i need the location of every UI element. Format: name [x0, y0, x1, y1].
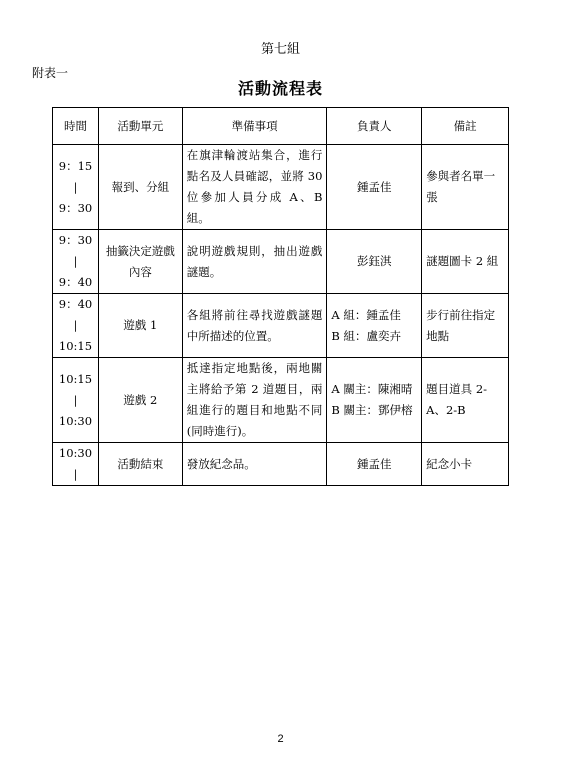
- time-start: 10:15: [58, 371, 93, 386]
- unit-cell: 遊戲 1: [98, 294, 182, 358]
- header-time: 時間: [53, 108, 99, 145]
- note-cell: 參與者名單一張: [422, 145, 509, 230]
- header-unit: 活動單元: [98, 108, 182, 145]
- table-row: [53, 145, 509, 230]
- activity-flow-table: [52, 107, 509, 486]
- prep-cell: 抵達指定地點後，兩地關主將給予第 2 道題目，兩組進行的題目和地點不同(同時進行)。: [182, 358, 327, 443]
- annex-label: 附表一: [32, 66, 69, 80]
- prep-cell: 發放紀念品。: [182, 443, 327, 486]
- note-cell: 紀念小卡: [422, 443, 509, 486]
- table-header-row: [53, 108, 509, 145]
- owner-line: B 組：盧奕卉: [331, 328, 402, 343]
- time-start: 10:30: [58, 446, 93, 460]
- owner-cell: [327, 358, 422, 443]
- prep-cell: 在旗津輪渡站集合，進行點名及人員確認，並將 30 位參加人員分成 A、B 組。: [182, 145, 327, 230]
- prep-cell: 各組將前往尋找遊戲謎題中所描述的位置。: [182, 294, 327, 358]
- table-row: [53, 358, 509, 443]
- owner-cell: 鍾孟佳: [327, 443, 422, 486]
- header-owner: 負責人: [327, 108, 422, 145]
- prep-cell: 說明遊戲規則，抽出遊戲謎題。: [182, 230, 327, 294]
- page-number: 2: [277, 733, 284, 745]
- time-separator: |: [73, 255, 78, 268]
- table-row: [53, 443, 509, 486]
- time-separator: |: [73, 468, 78, 481]
- unit-cell: 遊戲 2: [98, 358, 182, 443]
- time-cell: [53, 230, 99, 294]
- owner-line: A 關主：陳湘晴: [331, 382, 413, 396]
- time-start: 9：30: [58, 233, 93, 247]
- owner-line: A 組：鍾孟佳: [331, 307, 401, 322]
- owner-cell: [327, 294, 422, 358]
- unit-cell: 活動結束: [98, 443, 182, 486]
- time-cell: [53, 145, 99, 230]
- table-row: [53, 294, 509, 358]
- time-separator: |: [73, 319, 78, 332]
- table-row: [53, 230, 509, 294]
- header-note: 備註: [422, 108, 509, 145]
- note-cell: 謎題圖卡 2 組: [422, 230, 509, 294]
- note-cell: 題目道具 2-A、2-B: [422, 358, 509, 443]
- time-start: 9：15: [58, 158, 93, 173]
- time-end: 9：30: [58, 200, 93, 215]
- header-prep: 準備事項: [182, 108, 327, 145]
- owner-cell: 彭鈺淇: [327, 230, 422, 294]
- group-title: 第七組: [260, 42, 300, 57]
- unit-cell: 報到、分組: [98, 145, 182, 230]
- unit-cell: 抽籤決定遊戲內容: [98, 230, 182, 294]
- time-end: 9：40: [58, 275, 93, 289]
- time-cell: [53, 443, 99, 486]
- time-cell: [53, 358, 99, 443]
- time-end: 10:15: [58, 339, 93, 353]
- time-end: 10:30: [58, 413, 93, 428]
- table-title: 活動流程表: [237, 79, 323, 98]
- time-separator: |: [73, 393, 78, 407]
- time-separator: |: [73, 180, 78, 194]
- owner-line: B 關主：鄧伊榕: [331, 403, 413, 417]
- time-cell: [53, 294, 99, 358]
- time-start: 9：40: [58, 297, 93, 311]
- note-cell: 步行前往指定地點: [422, 294, 509, 358]
- owner-cell: 鍾孟佳: [327, 145, 422, 230]
